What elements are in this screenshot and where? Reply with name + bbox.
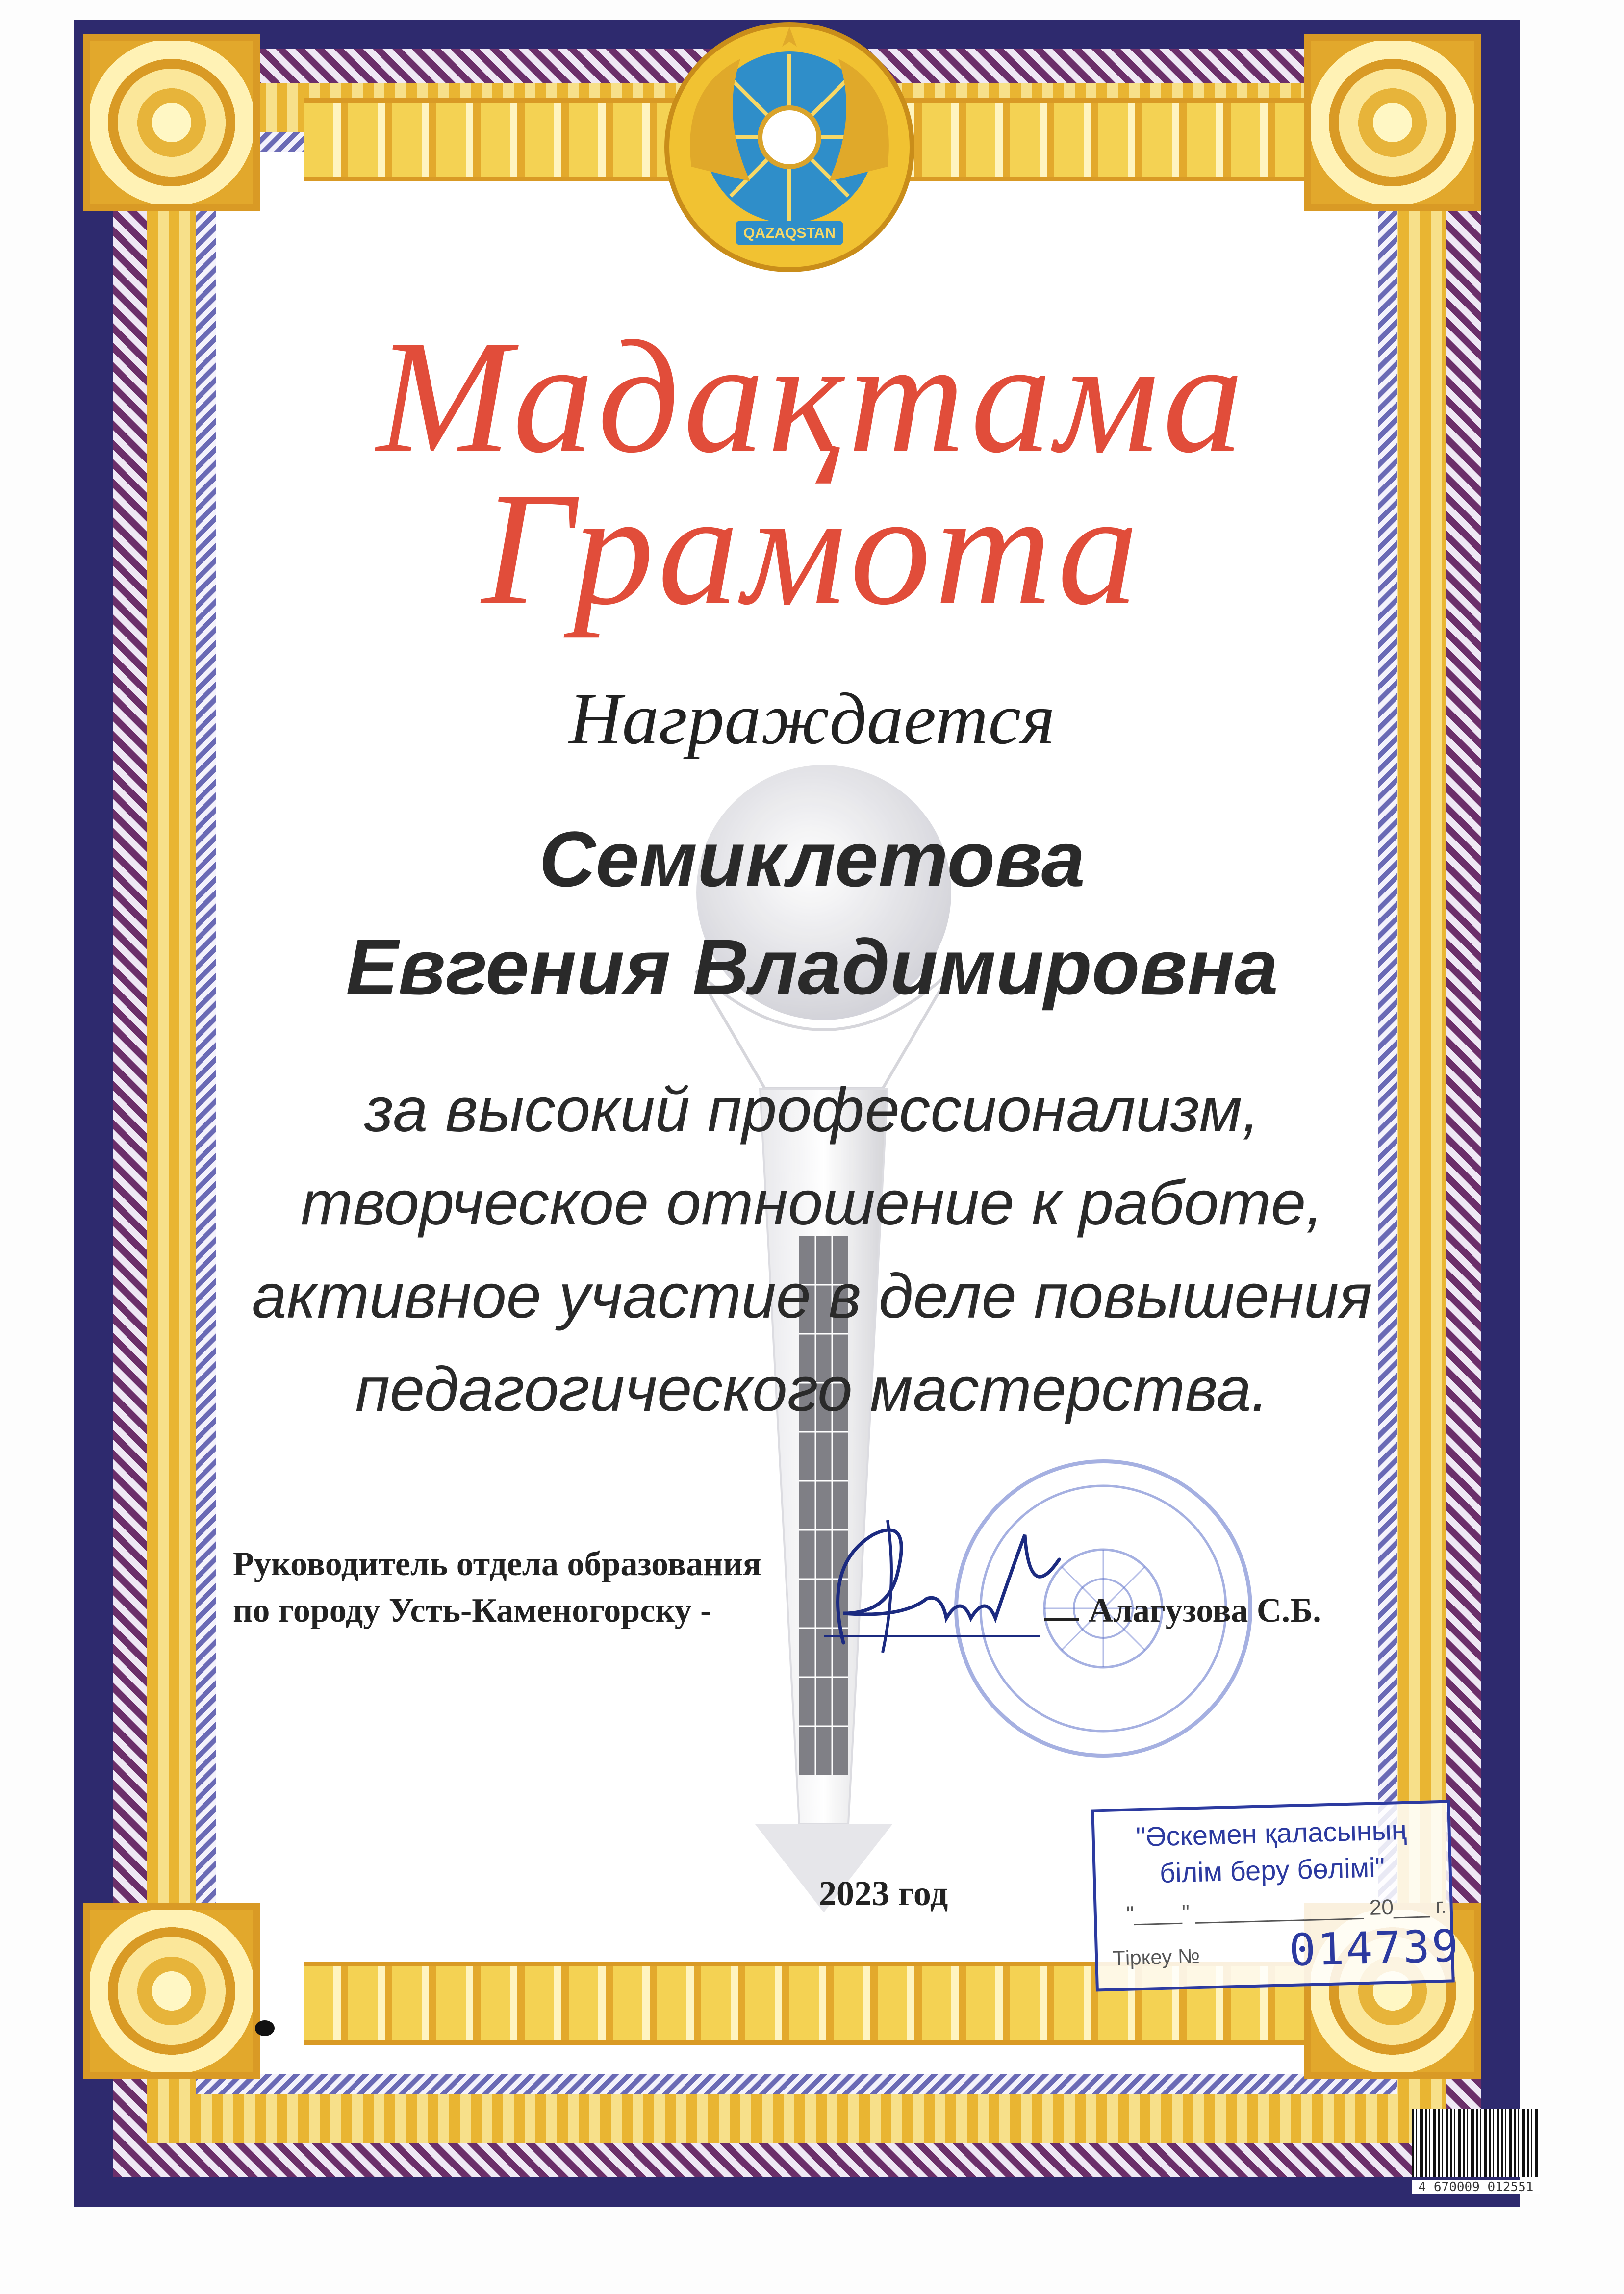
signatory-title: Руководитель отдела образования xyxy=(233,1545,761,1583)
corner-ornament-icon xyxy=(83,1903,260,2079)
signatory-title-city: по городу Усть-Каменогорску - xyxy=(233,1592,712,1630)
certificate-title-kazakh: Мадақтама xyxy=(376,307,1248,486)
ink-blot xyxy=(255,2020,275,2036)
emblem-label: QAZAQSTAN xyxy=(743,225,836,241)
award-reason-line: творческое отношение к работе, xyxy=(301,1168,1323,1238)
awarded-label: Награждается xyxy=(569,678,1055,760)
corner-ornament-icon xyxy=(83,34,260,211)
barcode-icon xyxy=(1412,2109,1540,2177)
state-emblem-icon xyxy=(662,20,917,275)
stamp-line: "Әскемен қаласының xyxy=(1135,1814,1407,1853)
award-reason-line: педагогического мастерства. xyxy=(355,1354,1269,1425)
barcode-number: 4 670009 012551 xyxy=(1412,2180,1540,2194)
registration-stamp xyxy=(1091,1800,1461,1991)
recipient-surname: Семиклетова xyxy=(539,815,1085,903)
recipient-given-name: Евгения Владимировна xyxy=(346,923,1278,1011)
signatory-name: Алагузова С.Б. xyxy=(1089,1592,1321,1630)
stamp-date-field: "____" ______________ 20___ г. xyxy=(1126,1893,1447,1926)
stamp-registration-label: Тіркеу № xyxy=(1112,1944,1200,1970)
stamp-registration-number: 014739 xyxy=(1288,1920,1461,1977)
certificate-title-russian: Грамота xyxy=(482,459,1142,638)
issue-year: 2023 год xyxy=(819,1874,948,1913)
award-reason-line: активное участие в деле повышения xyxy=(252,1261,1372,1331)
award-reason-line: за высокий профессионализм, xyxy=(364,1075,1260,1145)
handwritten-signature-icon xyxy=(814,1505,1069,1667)
corner-ornament-icon xyxy=(1304,34,1481,211)
stamp-line: білім беру бөлімі" xyxy=(1159,1852,1386,1889)
